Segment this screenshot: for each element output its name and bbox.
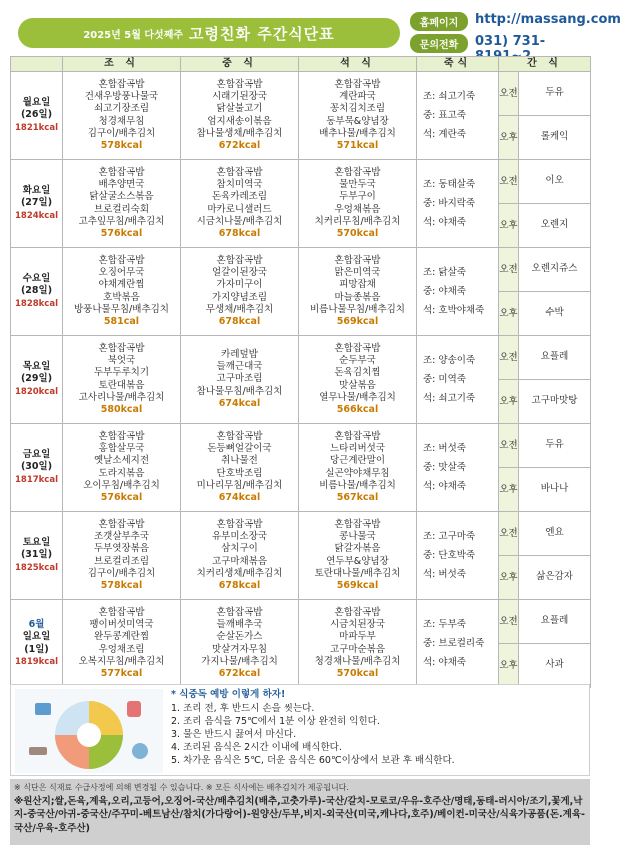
homepage-link[interactable]: http://massang.com — [475, 12, 621, 27]
breakfast-item: 브로컬리숙회 — [93, 203, 150, 215]
day-kcal: 1825kcal — [15, 562, 58, 573]
phone-label: 문의전화 — [410, 34, 468, 53]
pm-label: 오후 — [499, 468, 519, 512]
dinner-item: 물만두국 — [339, 178, 376, 190]
snack-am: 두유 — [519, 424, 591, 468]
lunch-item: 참나물무침/배추김치 — [196, 385, 283, 397]
day-cell — [11, 512, 63, 600]
breakfast-kcal: 576kcal — [100, 228, 143, 240]
jook-item: 조: 양송이죽 — [423, 355, 476, 366]
snack-pm: 사과 — [519, 644, 591, 688]
lunch-kcal: 678kcal — [218, 580, 261, 592]
breakfast-cell — [63, 600, 181, 688]
table-header — [11, 57, 591, 72]
am-label: 오전 — [499, 600, 519, 644]
lunch-item: 들깨배추국 — [216, 618, 263, 630]
dinner-item: 토란대나물/배추김치 — [314, 567, 401, 579]
snack-am: 오렌지쥬스 — [519, 248, 591, 292]
phone-number: 031) 731- — [475, 34, 546, 49]
notes-line: ※ 식단은 식재료 수급사정에 의해 변경될 수 있습니다. ※ 모든 식사에는 배추김치가 제공됩니다. — [14, 783, 349, 792]
jook-cell — [417, 424, 499, 512]
snack-am: 요플레 — [519, 336, 591, 380]
dinner-item: 마파두부 — [339, 631, 376, 643]
day-kcal: 1819kcal — [15, 656, 58, 667]
am-label: 오전 — [499, 160, 519, 204]
jook-cell — [417, 336, 499, 424]
jook-cell — [417, 600, 499, 688]
breakfast-item: 혼합잡곡밥 — [98, 166, 145, 178]
jook-item: 조: 쇠고기죽 — [423, 91, 476, 102]
breakfast-cell — [63, 160, 181, 248]
dinner-item: 닭갈자볶음 — [334, 543, 381, 555]
lunch-item: 치커리생채/배추김치 — [196, 567, 283, 579]
breakfast-item: 두부엿장볶음 — [93, 543, 150, 555]
breakfast-item: 배추양면국 — [98, 178, 145, 190]
breakfast-item: 고사리나물/배추김치 — [78, 391, 165, 403]
lunch-item: 돈육카레조림 — [211, 191, 268, 203]
day-name: 금요일 — [22, 449, 51, 461]
dinner-item: 계란파국 — [339, 90, 376, 102]
dinner-cell — [299, 512, 417, 600]
dinner-item: 동부묵&양념장 — [326, 115, 389, 127]
dinner-kcal: 569kcal — [336, 580, 379, 592]
breakfast-item: 오징어무국 — [98, 266, 145, 278]
breakfast-item: 혼합잡곡밥 — [98, 78, 145, 90]
jook-item: 중: 바지락죽 — [423, 198, 476, 209]
jook-item: 중: 미역죽 — [423, 374, 466, 385]
breakfast-item: 야채계란찜 — [98, 279, 145, 291]
lunch-item: 참나물생채/배추김치 — [196, 127, 283, 139]
breakfast-cell — [63, 424, 181, 512]
breakfast-item: 쇠고기장조림 — [93, 103, 150, 115]
lunch-item: 얼갈이된장국 — [211, 266, 268, 278]
breakfast-kcal: 576kcal — [100, 492, 143, 504]
dinner-item: 맛살볶음 — [339, 379, 376, 391]
table-row — [11, 72, 591, 116]
header-breakfast: 조 식 — [63, 57, 181, 72]
lunch-item: 시금치나물/배추김치 — [196, 215, 283, 227]
lunch-item: 들깨근대국 — [216, 361, 263, 373]
day-cell — [11, 72, 63, 160]
dinner-item: 혼합잡곡밥 — [334, 430, 381, 442]
day-kcal: 1824kcal — [15, 210, 58, 221]
rule-3: 3. 물은 반드시 끓여서 마신다. — [171, 729, 297, 740]
lunch-cell — [181, 336, 299, 424]
rule-1: 1. 조리 전, 후 반드시 손을 씻는다. — [171, 703, 315, 714]
jook-item: 석: 야채죽 — [423, 481, 466, 492]
lunch-item: 가자미구이 — [216, 279, 263, 291]
lunch-kcal: 672kcal — [218, 668, 261, 680]
day-name: 일요일 — [22, 631, 51, 643]
day-date: (28일) — [20, 285, 53, 297]
lunch-cell — [181, 160, 299, 248]
day-kcal: 1828kcal — [15, 298, 58, 309]
breakfast-item: 혼합잡곡밥 — [98, 518, 145, 530]
jook-item: 중: 맛살죽 — [423, 462, 466, 473]
dinner-item: 당근계란말이 — [329, 455, 386, 467]
breakfast-cell — [63, 336, 181, 424]
lunch-cell — [181, 72, 299, 160]
dinner-item: 콩나물국 — [339, 530, 376, 542]
lunch-item: 혼합잡곡밥 — [216, 254, 263, 266]
breakfast-item: 혼합잡곡밥 — [98, 254, 145, 266]
lunch-item: 닭살불고기 — [216, 103, 263, 115]
snack-pm: 오렌지 — [519, 204, 591, 248]
dinner-item: 혼합잡곡밥 — [334, 166, 381, 178]
day-kcal: 1817kcal — [15, 474, 58, 485]
dinner-cell — [299, 160, 417, 248]
breakfast-kcal: 578kcal — [100, 580, 143, 592]
lunch-item: 고구마조림 — [216, 373, 263, 385]
dinner-item: 순두부국 — [339, 354, 376, 366]
dinner-kcal: 569kcal — [336, 316, 379, 328]
lunch-item: 고구마채볶음 — [211, 555, 268, 567]
lunch-item: 삼치구이 — [221, 543, 258, 555]
dinner-item: 느타리버섯국 — [329, 442, 386, 454]
lunch-kcal: 678kcal — [218, 228, 261, 240]
jook-item: 석: 버섯죽 — [423, 569, 466, 580]
breakfast-item: 혼합잡곡밥 — [98, 430, 145, 442]
breakfast-cell — [63, 72, 181, 160]
dinner-item: 청경채나물/배추김치 — [314, 655, 401, 667]
breakfast-item: 팽이버섯미역국 — [89, 618, 154, 630]
lunch-item: 가지나물/배추김치 — [201, 655, 278, 667]
food-safety-box — [10, 684, 590, 776]
breakfast-item: 토란대볶음 — [98, 379, 145, 391]
table-row — [11, 336, 591, 380]
day-kcal: 1821kcal — [15, 122, 58, 133]
lunch-item: 무생채/배추김치 — [205, 303, 274, 315]
dinner-item: 열무나물/배추김치 — [319, 391, 396, 403]
day-date: (27일) — [20, 197, 53, 209]
breakfast-item: 완두콩계란찜 — [93, 631, 150, 643]
dinner-item: 우엉채볶음 — [334, 203, 381, 215]
food-safety-text — [171, 688, 455, 767]
jook-cell — [417, 72, 499, 160]
pm-label: 오후 — [499, 204, 519, 248]
breakfast-cell — [63, 512, 181, 600]
dinner-cell — [299, 336, 417, 424]
day-date: (1일) — [24, 643, 49, 655]
table-row — [11, 600, 591, 644]
lunch-kcal: 674kcal — [218, 492, 261, 504]
dinner-kcal: 570kcal — [336, 228, 379, 240]
pm-label: 오후 — [499, 556, 519, 600]
day-name: 화요일 — [22, 185, 51, 197]
lunch-item: 혼합잡곡밥 — [216, 78, 263, 90]
rule-2: 2. 조리 음식을 75℃에서 1분 이상 완전히 익힌다. — [171, 716, 380, 727]
pm-label: 오후 — [499, 644, 519, 688]
jook-cell — [417, 248, 499, 336]
lunch-item: 유부미소장국 — [211, 530, 268, 542]
lunch-item: 혼합잡곡밥 — [216, 518, 263, 530]
lunch-item: 시래기된장국 — [211, 90, 268, 102]
breakfast-kcal: 580kcal — [100, 404, 143, 416]
dinner-kcal: 567kcal — [336, 492, 379, 504]
jook-item: 조: 버섯죽 — [423, 443, 466, 454]
dinner-item: 맑은미역국 — [334, 266, 381, 278]
lunch-item: 참치미역국 — [216, 178, 263, 190]
lunch-cell — [181, 424, 299, 512]
dinner-kcal: 566kcal — [336, 404, 379, 416]
header — [10, 8, 621, 56]
lunch-item: 맛살겨자무침 — [211, 643, 268, 655]
jook-item: 석: 계란죽 — [423, 129, 466, 140]
rule-4: 4. 조리된 음식은 2시간 이내에 배식한다. — [171, 742, 342, 753]
food-safety-illustration-icon — [15, 689, 163, 773]
breakfast-item: 김구이/배추김치 — [87, 127, 156, 139]
pm-label: 오후 — [499, 380, 519, 424]
table-row — [11, 512, 591, 556]
table-row — [11, 160, 591, 204]
dinner-item: 치커리무침/배추김치 — [314, 215, 401, 227]
day-name: 목요일 — [22, 361, 51, 373]
jook-item: 석: 호박야채죽 — [423, 305, 485, 316]
day-cell — [11, 424, 63, 512]
jook-item: 중: 야채죽 — [423, 286, 466, 297]
jook-item: 조: 동태살죽 — [423, 179, 476, 190]
dinner-item: 두부구이 — [339, 191, 376, 203]
dinner-item: 돈육김치찜 — [334, 367, 381, 379]
homepage-label: 홈페이지 — [410, 12, 468, 31]
breakfast-item: 오복지무침/배추김치 — [78, 655, 165, 667]
lunch-item: 순살돈가스 — [216, 631, 263, 643]
year-week: 2025년 5월 다섯째주 — [83, 29, 184, 41]
pm-label: 오후 — [499, 116, 519, 160]
lunch-cell — [181, 248, 299, 336]
lunch-item: 혼합잡곡밥 — [216, 430, 263, 442]
breakfast-cell — [63, 248, 181, 336]
origin-info: ※원산지;쌀,돈육,계육,오리,고등어,오징어-국산/배추김치(배추,고춧가루)-국산/갈치-모로코/우유-호주산/명태,동태-러시아/조기,꽃게,낙지-중국산/아귀-중국산/주꾸미-베트남산/참치(가다랑어)-원양산/두부,비지-외국산(미국,캐나다,호주)/베이컨-미국산/식육가공품(돈.계육-국산/우육-호주산) — [14, 795, 585, 834]
dinner-item: 비름나물무침/배추김치 — [310, 303, 405, 315]
dinner-item: 마늘종볶음 — [334, 291, 381, 303]
breakfast-item: 건새우방풍나물국 — [84, 90, 159, 102]
table-row — [11, 424, 591, 468]
snack-am: 이오 — [519, 160, 591, 204]
breakfast-item: 조갯살부추국 — [93, 530, 150, 542]
food-safety-title: * 식중독 예방 이렇게 하자! — [171, 689, 286, 700]
day-cell — [11, 248, 63, 336]
breakfast-kcal: 577kcal — [100, 668, 143, 680]
table-row — [11, 248, 591, 292]
lunch-item: 미나리무침/배추김치 — [196, 479, 283, 491]
am-label: 오전 — [499, 336, 519, 380]
lunch-item: 가지양념조림 — [211, 291, 268, 303]
lunch-item: 마카로니샐러드 — [207, 203, 272, 215]
lunch-kcal: 672kcal — [218, 140, 261, 152]
day-name: 토요일 — [22, 537, 51, 549]
dinner-item: 연두부&양념장 — [326, 555, 389, 567]
header-lunch: 중 식 — [181, 57, 299, 72]
snack-pm: 롤케익 — [519, 116, 591, 160]
dinner-item: 혼합잡곡밥 — [334, 518, 381, 530]
day-cell — [11, 160, 63, 248]
lunch-item: 취나물전 — [221, 455, 258, 467]
header-blank — [11, 57, 63, 72]
jook-cell — [417, 512, 499, 600]
header-dinner: 석 식 — [299, 57, 417, 72]
lunch-kcal: 674kcal — [218, 397, 261, 409]
dinner-cell — [299, 600, 417, 688]
dinner-item: 혼합잡곡밥 — [334, 78, 381, 90]
breakfast-item: 호박볶음 — [103, 291, 140, 303]
breakfast-item: 홍합살무국 — [98, 442, 145, 454]
dinner-item: 혼합잡곡밥 — [334, 254, 381, 266]
day-date: (26일) — [20, 109, 53, 121]
lunch-item: 단호박조림 — [216, 467, 263, 479]
jook-item: 조: 고구마죽 — [423, 531, 476, 542]
snack-pm: 수박 — [519, 292, 591, 336]
jook-item: 중: 브로컬리죽 — [423, 638, 485, 649]
day-date: (31일) — [20, 549, 53, 561]
jook-item: 석: 쇠고기죽 — [423, 393, 476, 404]
breakfast-item: 닭살굴소스볶음 — [89, 191, 154, 203]
lunch-kcal: 678kcal — [218, 316, 261, 328]
lunch-cell — [181, 512, 299, 600]
menu-table — [10, 56, 591, 688]
dinner-item: 혼합잡곡밥 — [334, 606, 381, 618]
snack-am: 엔요 — [519, 512, 591, 556]
breakfast-item: 혼합잡곡밥 — [98, 606, 145, 618]
snack-am: 두유 — [519, 72, 591, 116]
snack-am: 요플레 — [519, 600, 591, 644]
jook-item: 중: 표고죽 — [423, 110, 466, 121]
lunch-item: 카레덮밥 — [221, 348, 258, 360]
day-date: (30일) — [20, 461, 53, 473]
breakfast-kcal: 578kcal — [100, 140, 143, 152]
breakfast-item: 방풍나물무침/배추김치 — [74, 303, 169, 315]
rule-5: 5. 차가운 음식은 5℃, 더운 음식은 60℃이상에서 보관 후 배식한다. — [171, 755, 455, 766]
am-label: 오전 — [499, 424, 519, 468]
dinner-cell — [299, 72, 417, 160]
title-banner — [18, 18, 400, 48]
month-label: 6월 — [28, 618, 45, 630]
dinner-item: 꽁치김치조림 — [329, 103, 386, 115]
dinner-cell — [299, 424, 417, 512]
breakfast-item: 옛날소세지전 — [93, 455, 150, 467]
jook-cell — [417, 160, 499, 248]
breakfast-item: 북엇국 — [107, 354, 136, 366]
dinner-kcal: 570kcal — [336, 668, 379, 680]
snack-pm: 바나나 — [519, 468, 591, 512]
snack-pm: 삶은감자 — [519, 556, 591, 600]
dinner-item: 비름나물/배추김치 — [319, 479, 396, 491]
lunch-item: 돈등뼈얼갈이국 — [207, 442, 272, 454]
day-cell — [11, 336, 63, 424]
pm-label: 오후 — [499, 292, 519, 336]
breakfast-item: 브로컬리조림 — [93, 555, 150, 567]
breakfast-item: 청경채무침 — [98, 115, 145, 127]
jook-item: 조: 닭살죽 — [423, 267, 466, 278]
snack-pm: 고구마맛탕 — [519, 380, 591, 424]
dinner-item: 실곤약야채무침 — [325, 467, 390, 479]
breakfast-item: 혼합잡곡밥 — [98, 342, 145, 354]
day-cell — [11, 600, 63, 688]
jook-item: 중: 단호박죽 — [423, 550, 476, 561]
header-snack: 간 식 — [499, 57, 591, 72]
breakfast-item: 우엉채조림 — [98, 643, 145, 655]
am-label: 오전 — [499, 248, 519, 292]
day-name: 월요일 — [22, 97, 51, 109]
page-title: 고령친화 주간식단표 — [189, 24, 335, 43]
dinner-item: 혼합잡곡밥 — [334, 342, 381, 354]
breakfast-item: 도라지볶음 — [98, 467, 145, 479]
breakfast-kcal: 581cal — [103, 316, 140, 328]
header-jook: 죽식 — [417, 57, 499, 72]
notes-box — [10, 779, 590, 845]
day-name: 수요일 — [22, 273, 51, 285]
jook-item: 석: 야채죽 — [423, 217, 466, 228]
dinner-item: 시금치된장국 — [329, 618, 386, 630]
dinner-item: 고구마순볶음 — [329, 643, 386, 655]
jook-item: 석: 야채죽 — [423, 657, 466, 668]
day-date: (29일) — [20, 373, 53, 385]
dinner-cell — [299, 248, 417, 336]
am-label: 오전 — [499, 72, 519, 116]
dinner-item: 배추나물/배추김치 — [319, 127, 396, 139]
breakfast-item: 고추잎무침/배추김치 — [78, 215, 165, 227]
breakfast-item: 김구이/배추김치 — [87, 567, 156, 579]
jook-item: 조: 두부죽 — [423, 619, 466, 630]
breakfast-item: 오이무침/배추김치 — [83, 479, 160, 491]
dinner-kcal: 571kcal — [336, 140, 379, 152]
am-label: 오전 — [499, 512, 519, 556]
lunch-item: 혼합잡곡밥 — [216, 166, 263, 178]
lunch-item: 엄지새송이볶음 — [207, 115, 272, 127]
lunch-cell — [181, 600, 299, 688]
dinner-item: 피망잡채 — [339, 279, 376, 291]
day-kcal: 1820kcal — [15, 386, 58, 397]
breakfast-item: 두부두루치기 — [93, 367, 150, 379]
lunch-item: 혼합잡곡밥 — [216, 606, 263, 618]
